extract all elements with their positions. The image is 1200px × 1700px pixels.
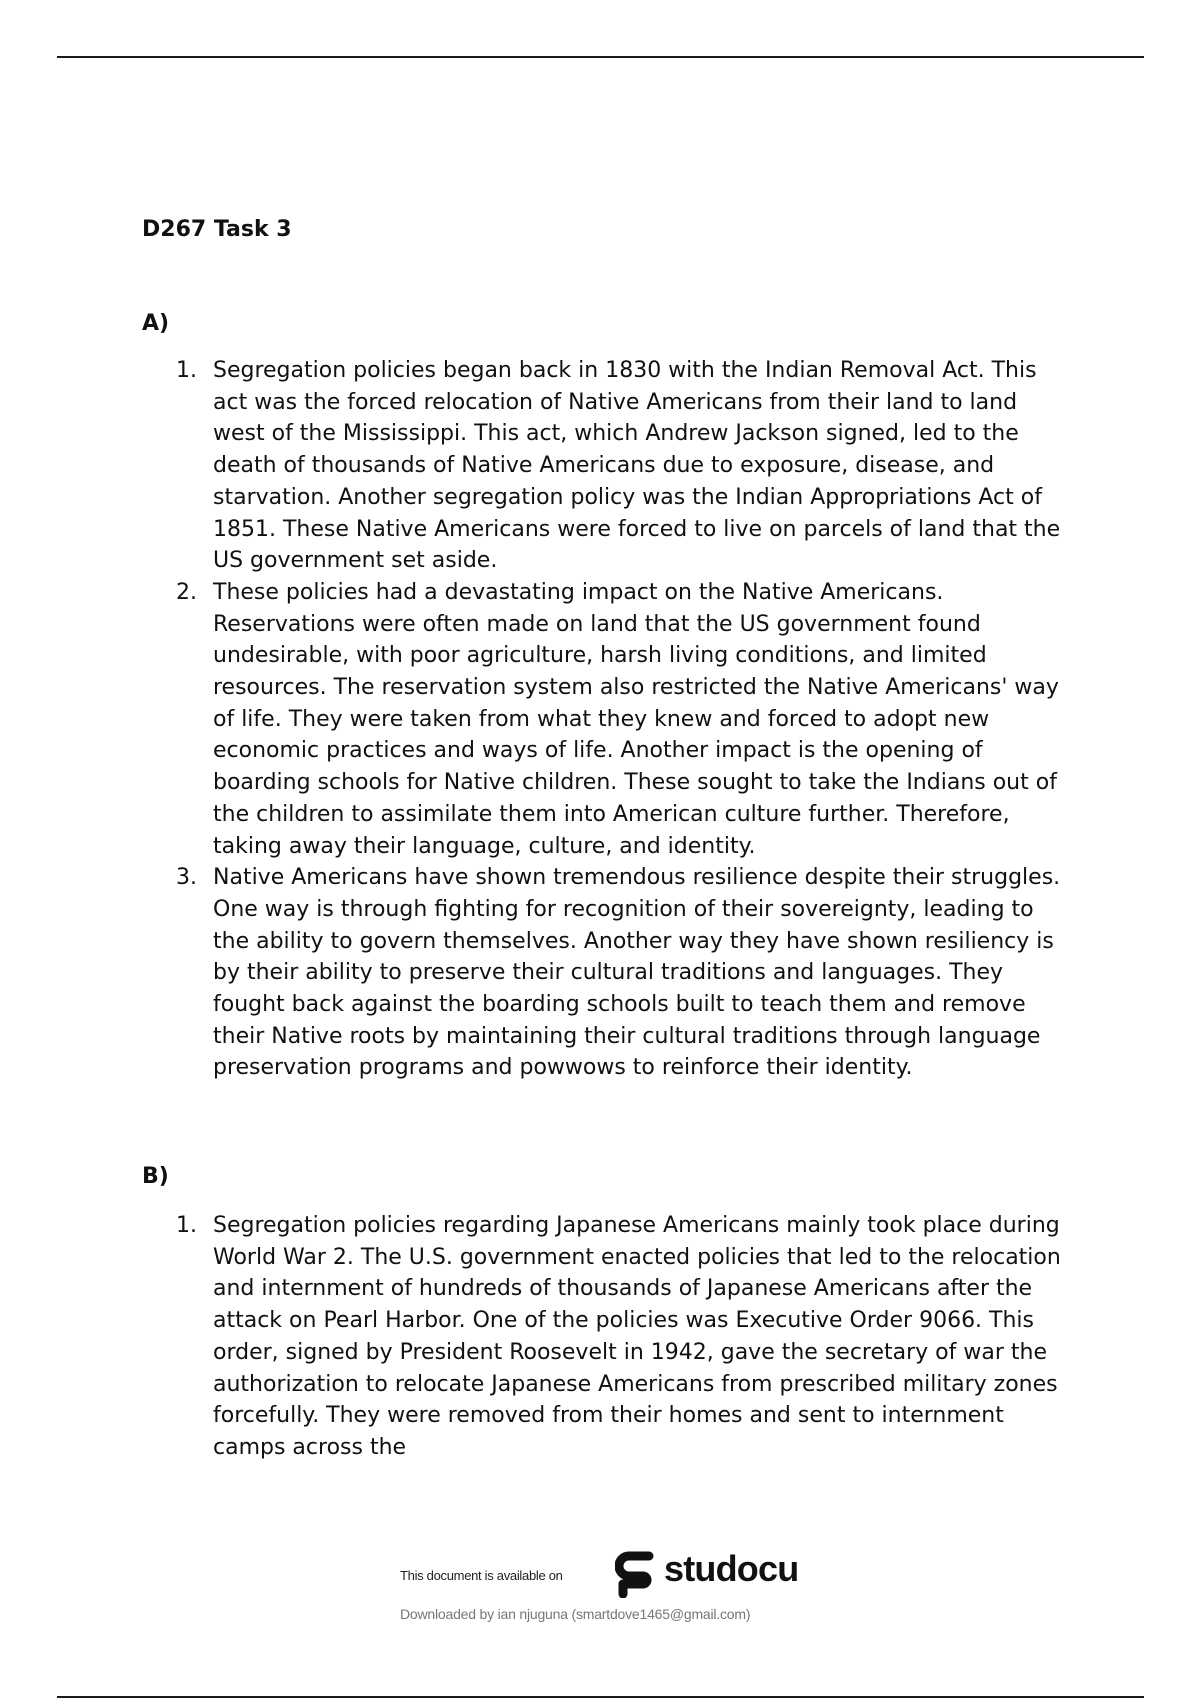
list-item	[0, 1210, 1063, 1464]
section-a-label: A)	[142, 311, 170, 336]
list-item	[0, 355, 1063, 577]
list-item-text: Segregation policies regarding Japanese Americans mainly took place during World War 2. The U.S. government enacted policies that led to the relocation and internment of hundreds of thousands of Japanese Americans after the attack on Pearl Harbor. One of the policies was Executive Order 9066. This order, signed by President Roosevelt in 1942, gave the secretary of war the authorization to relocate Japanese Americans from prescribed military zones forcefully. They were removed from their homes and sent to internment camps across the	[213, 1213, 1061, 1460]
section-b-label: B)	[142, 1164, 169, 1189]
list-item	[0, 577, 1063, 862]
studocu-brand-name: studocu	[664, 1548, 799, 1589]
studocu-banner[interactable]	[400, 1546, 820, 1602]
document-title: D267 Task 3	[142, 217, 292, 242]
top-rule	[57, 56, 1144, 58]
list-item-text: These policies had a devastating impact on the Native Americans. Reservations were often made on land that the US government found undesirable, with poor agriculture, harsh living conditions, and limited resources. The reservation system also restricted the Native Americans' way of life. They were taken from what they knew and forced to adopt new economic practices and ways of life. Another impact is the opening of boarding schools for Native children. These sought to take the Indians out of the children to assimilate them into American culture further. Therefore, taking away their language, culture, and identity.	[213, 579, 1059, 859]
list-item-text: Native Americans have shown tremendous resilience despite their struggles. One way is through fighting for recognition of their sovereignty, leading to the ability to govern themselves. Another way they have shown resiliency is by their ability to preserve their cultural traditions and languages. They fought back against the boarding schools built to teach them and remove their Native roots by maintaining their cultural traditions through language preservation programs and powwows to reinforce their identity.	[213, 865, 1061, 1081]
bottom-rule	[57, 1696, 1144, 1698]
studocu-logo-icon	[615, 1550, 659, 1598]
list-item-text: Segregation policies began back in 1830 with the Indian Removal Act. This act was the forced relocation of Native Americans from their land to land west of the Mississippi. This act, which Andrew Jackson signed, led to the death of thousands of Native Americans due to exposure, disease, and starvation. Another segregation policy was the Indian Appropriations Act of 1851. These Native Americans were forced to live on parcels of land that the US government set aside.	[213, 358, 1061, 574]
list-item-number: 1.	[176, 358, 197, 383]
downloaded-by-text: Downloaded by ian njuguna (smartdove1465@gmail.com)	[400, 1606, 751, 1622]
available-on-text: This document is available on	[400, 1568, 563, 1583]
list-item-number: 2.	[176, 579, 197, 605]
list-item	[0, 862, 1063, 1084]
section-b-list	[0, 1210, 1063, 1464]
list-item-number: 3.	[176, 865, 197, 891]
list-item-number: 1.	[176, 1213, 197, 1238]
section-a-list	[0, 355, 1063, 1084]
